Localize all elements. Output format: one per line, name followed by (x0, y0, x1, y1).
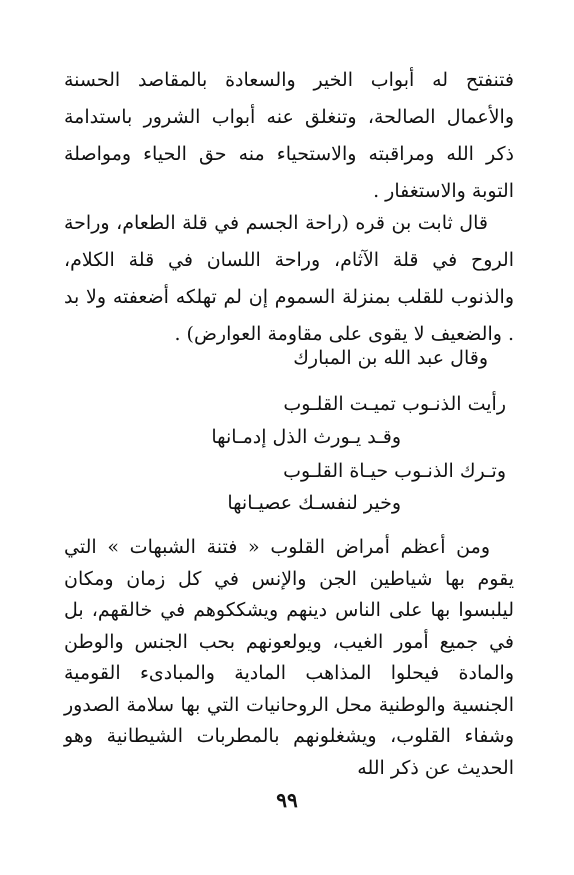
poem-verse-4: وخير لنفسـك عصيـانها (227, 492, 401, 514)
poem-verse-2: وقـد يـورث الذل إدمـانها (211, 426, 401, 448)
paragraph-heart-diseases: ومن أعظم أمراض القلوب « فتنة الشبهات » التي يقوم بها شياطين الجن والإنس في كل زمان ومكان ليلبسوا بها على الناس دينهم ويشككوهم في خالقهم، بل في جميع أمور الغيب، ويولعونهم بحب الجنس والوطن والمادة فيحلوا المذاهب المادية والمبادىء القومية الجنسية والوطنية محل الروحانيات التي بها سلامة الصدور وشفاء القلوب، ويشغلونهم بالمطربات الشيطانية وهو الحديث عن ذكر الله (64, 536, 514, 779)
poem-verse-3: وتـرك الذنـوب حيـاة القلـوب (283, 460, 506, 482)
paragraph-thabit-quote: قال ثابت بن قره (راحة الجسم في قلة الطعام، وراحة الروح في قلة الآثام، وراحة اللسان في قلة الكلام، والذنوب للقلب بمنزلة السموم إن لم تهلكه أضعفته ولا بد . والضعيف لا يقوى على مقاومة العوارض) . (64, 212, 514, 345)
paragraph-repentance: فتنفتح له أبواب الخير والسعادة بالمقاصد الحسنة والأعمال الصالحة، وتنغلق عنه أبواب الشرور باستدامة ذكر الله ومراقبته والاستحياء منه حق الحياء ومواصلة التوبة والاستغفار . (64, 69, 514, 202)
paragraph-ibn-mubarak-intro: وقال عبد الله بن المبارك (293, 347, 488, 369)
poem-verse-1: رأيت الذنـوب تميـت القلـوب (283, 393, 506, 415)
page-number: ٩٩ (276, 788, 298, 812)
